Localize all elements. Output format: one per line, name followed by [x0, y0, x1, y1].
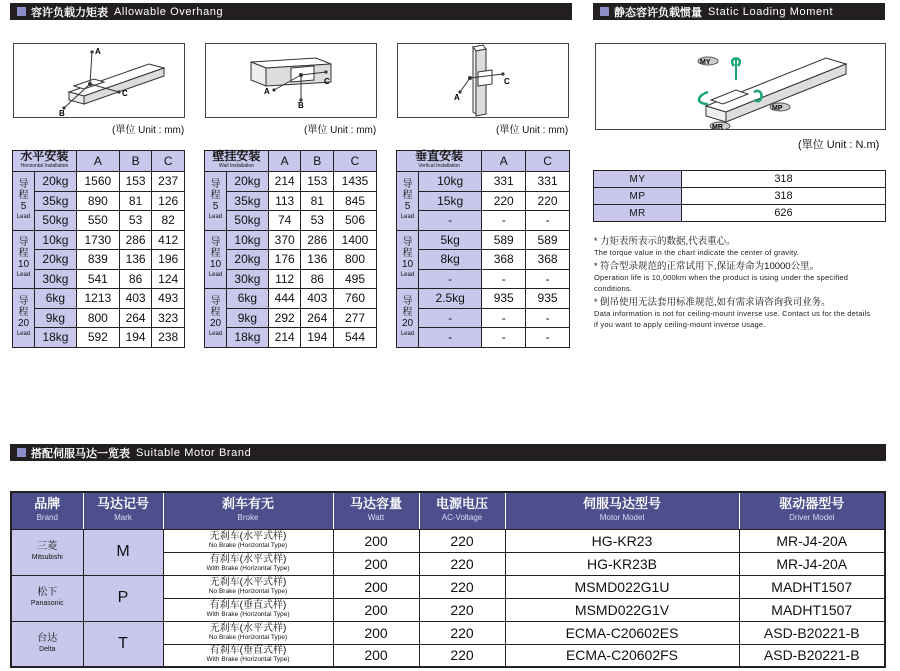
horizontal-installation-diagram [13, 43, 185, 118]
unit-label: (單位 Unit : mm) [112, 125, 185, 136]
table-row: 50kg 74 53 506 [205, 211, 377, 231]
lead-cell: 导 程 5 Lead [205, 172, 227, 231]
table-row: 台达 Delta T 无刹车(水平式样) No Brake (Horizontal Type) 200 220 ECMA-C20602ES ASD-B20221-B [11, 621, 885, 644]
table-row: 导 程 5 Lead 10kg 331 331 [397, 172, 570, 192]
table-header: 壁挂安装 Wall Installation [205, 151, 269, 172]
lead-cell: 导 程 20 Lead [205, 289, 227, 348]
motor-title-cn: 搭配伺服马达一览表 [31, 447, 130, 460]
table-row: 35kg 890 81 126 [13, 191, 185, 211]
table-row: 8kg 368 368 [397, 250, 570, 270]
axis-label-c: C [324, 77, 330, 86]
table-row: 三菱 Mitsubishi M 无刹车(水平式样) No Brake (Horizontal Type) 200 220 HG-KR23 MR-J4-20A [11, 529, 885, 552]
axis-label-b: B [298, 101, 304, 110]
lead-cell: 导 程 5 Lead [13, 172, 35, 231]
col-header: A [76, 151, 119, 172]
moment-label-my: MY [700, 59, 711, 66]
wall-installation-table [204, 150, 377, 348]
table-row: 9kg 292 264 277 [205, 308, 377, 328]
notes [594, 236, 874, 333]
table-header-row: 品牌 Brand 马达记号 Mark 刹车有无 Broke 马达容量 Watt 电源电压 AC-Voltage 伺服马达型号 Motor Model 驱动器型号 Driver Model [11, 492, 885, 529]
col-header: B [301, 151, 334, 172]
axis-label-c: C [122, 89, 128, 98]
note-item: * 符合型录规范的正常试用下,保证寿命为10000公里。 Operation life is 10,000km when the product is using under the specified conditions. [594, 261, 849, 293]
axis-label-a: A [454, 93, 460, 102]
motor-brand-table [10, 491, 886, 668]
table-row: 导 程 10 Lead 10kg 1730 286 412 [13, 230, 185, 250]
lead-cell: 导 程 5 Lead [397, 172, 419, 231]
unit-label: (單位 Unit : mm) [304, 125, 377, 136]
table-row: MY 318 [594, 171, 886, 188]
note-item: * 倒吊使用无法套用标准规范,如有需求请咨询我司业务。 Data information is not for ceiling-mount inverse use. Contact us for the details if you want to apply ceiling-mount inverse usage. [594, 297, 871, 329]
motor-title-en: Suitable Motor Brand [136, 446, 252, 459]
table-row: 50kg 550 53 82 [13, 211, 185, 231]
note-item: * 力矩表所表示的数据,代表重心。 The torque value in the chart indicate the center of gravity. [594, 236, 800, 257]
static-title-en: Static Loading Moment [708, 5, 834, 18]
lead-cell: 导 程 10 Lead [13, 230, 35, 289]
static-moment-diagram [595, 43, 886, 130]
table-row: - - - [397, 269, 570, 289]
axis-label-b: B [59, 109, 65, 117]
moment-label-mr: MR [712, 124, 723, 129]
table-row: 35kg 113 81 845 [205, 191, 377, 211]
overhang-title-en: Allowable Overhang [114, 5, 224, 18]
table-row: 20kg 176 136 800 [205, 250, 377, 270]
table-header: 水平安装 Horizontal Installation [13, 151, 77, 172]
col-header: A [268, 151, 301, 172]
table-row: - - - [397, 308, 570, 328]
table-row: 20kg 839 136 196 [13, 250, 185, 270]
col-header: B [119, 151, 152, 172]
table-row: MP 318 [594, 188, 886, 205]
static-moment-table [593, 170, 886, 222]
horizontal-installation-table [12, 150, 185, 348]
overhang-section-bar [10, 3, 572, 20]
motor-section-bar [10, 444, 886, 461]
static-title-cn: 静态容许负载惯量 [614, 6, 702, 19]
static-section-bar [593, 3, 885, 20]
table-header: 垂直安装 Vertical Installation [397, 151, 482, 172]
col-header: C [526, 151, 570, 172]
axis-label-c: C [504, 77, 510, 86]
table-row: 导 程 10 Lead 5kg 589 589 [397, 230, 570, 250]
axis-label-a: A [95, 47, 101, 56]
col-header: C [152, 151, 185, 172]
table-row: 18kg 214 194 544 [205, 328, 377, 348]
table-row: 有刹车(水平式样) With Brake (Horizontal Type) 200 220 HG-KR23B MR-J4-20A [11, 552, 885, 575]
table-row: - - - [397, 328, 570, 348]
table-row: MR 626 [594, 205, 886, 222]
wall-installation-diagram [205, 43, 377, 118]
table-row: 导 程 20 Lead 2.5kg 935 935 [397, 289, 570, 309]
col-header: C [334, 151, 377, 172]
bullet-square-icon [600, 7, 609, 16]
overhang-title-cn: 容许负载力矩表 [31, 6, 108, 19]
lead-cell: 导 程 20 Lead [397, 289, 419, 348]
col-header: A [482, 151, 526, 172]
table-row: 松下 Panasonic P 无刹车(水平式样) No Brake (Horizontal Type) 200 220 MSMD022G1U MADHT1507 [11, 575, 885, 598]
bullet-square-icon [17, 7, 26, 16]
table-row: 导 程 5 Lead 20kg 214 153 1435 [205, 172, 377, 192]
table-row: 导 程 20 Lead 6kg 1213 403 493 [13, 289, 185, 309]
table-row: 30kg 112 86 495 [205, 269, 377, 289]
table-row: 导 程 20 Lead 6kg 444 403 760 [205, 289, 377, 309]
moment-label-mp: MP [772, 105, 783, 112]
lead-cell: 导 程 20 Lead [13, 289, 35, 348]
table-row: 导 程 10 Lead 10kg 370 286 1400 [205, 230, 377, 250]
table-row: 15kg 220 220 [397, 191, 570, 211]
table-row: 30kg 541 86 124 [13, 269, 185, 289]
bullet-square-icon [17, 448, 26, 457]
table-row: 导 程 5 Lead 20kg 1560 153 237 [13, 172, 185, 192]
unit-label: (單位 Unit : N.m) [798, 139, 880, 151]
vertical-installation-table [396, 150, 570, 348]
table-row: 9kg 800 264 323 [13, 308, 185, 328]
lead-cell: 导 程 10 Lead [397, 230, 419, 289]
table-row: 有刹车(垂直式样) With Brake (Horizontal Type) 200 220 ECMA-C20602FS ASD-B20221-B [11, 644, 885, 667]
vertical-installation-diagram [397, 43, 569, 118]
table-row: 有刹车(垂直式样) With Brake (Horizontal Type) 200 220 MSMD022G1V MADHT1507 [11, 598, 885, 621]
axis-label-a: A [264, 87, 270, 96]
table-row: 18kg 592 194 238 [13, 328, 185, 348]
unit-label: (單位 Unit : mm) [496, 125, 569, 136]
lead-cell: 导 程 10 Lead [205, 230, 227, 289]
table-row: - - - [397, 211, 570, 231]
